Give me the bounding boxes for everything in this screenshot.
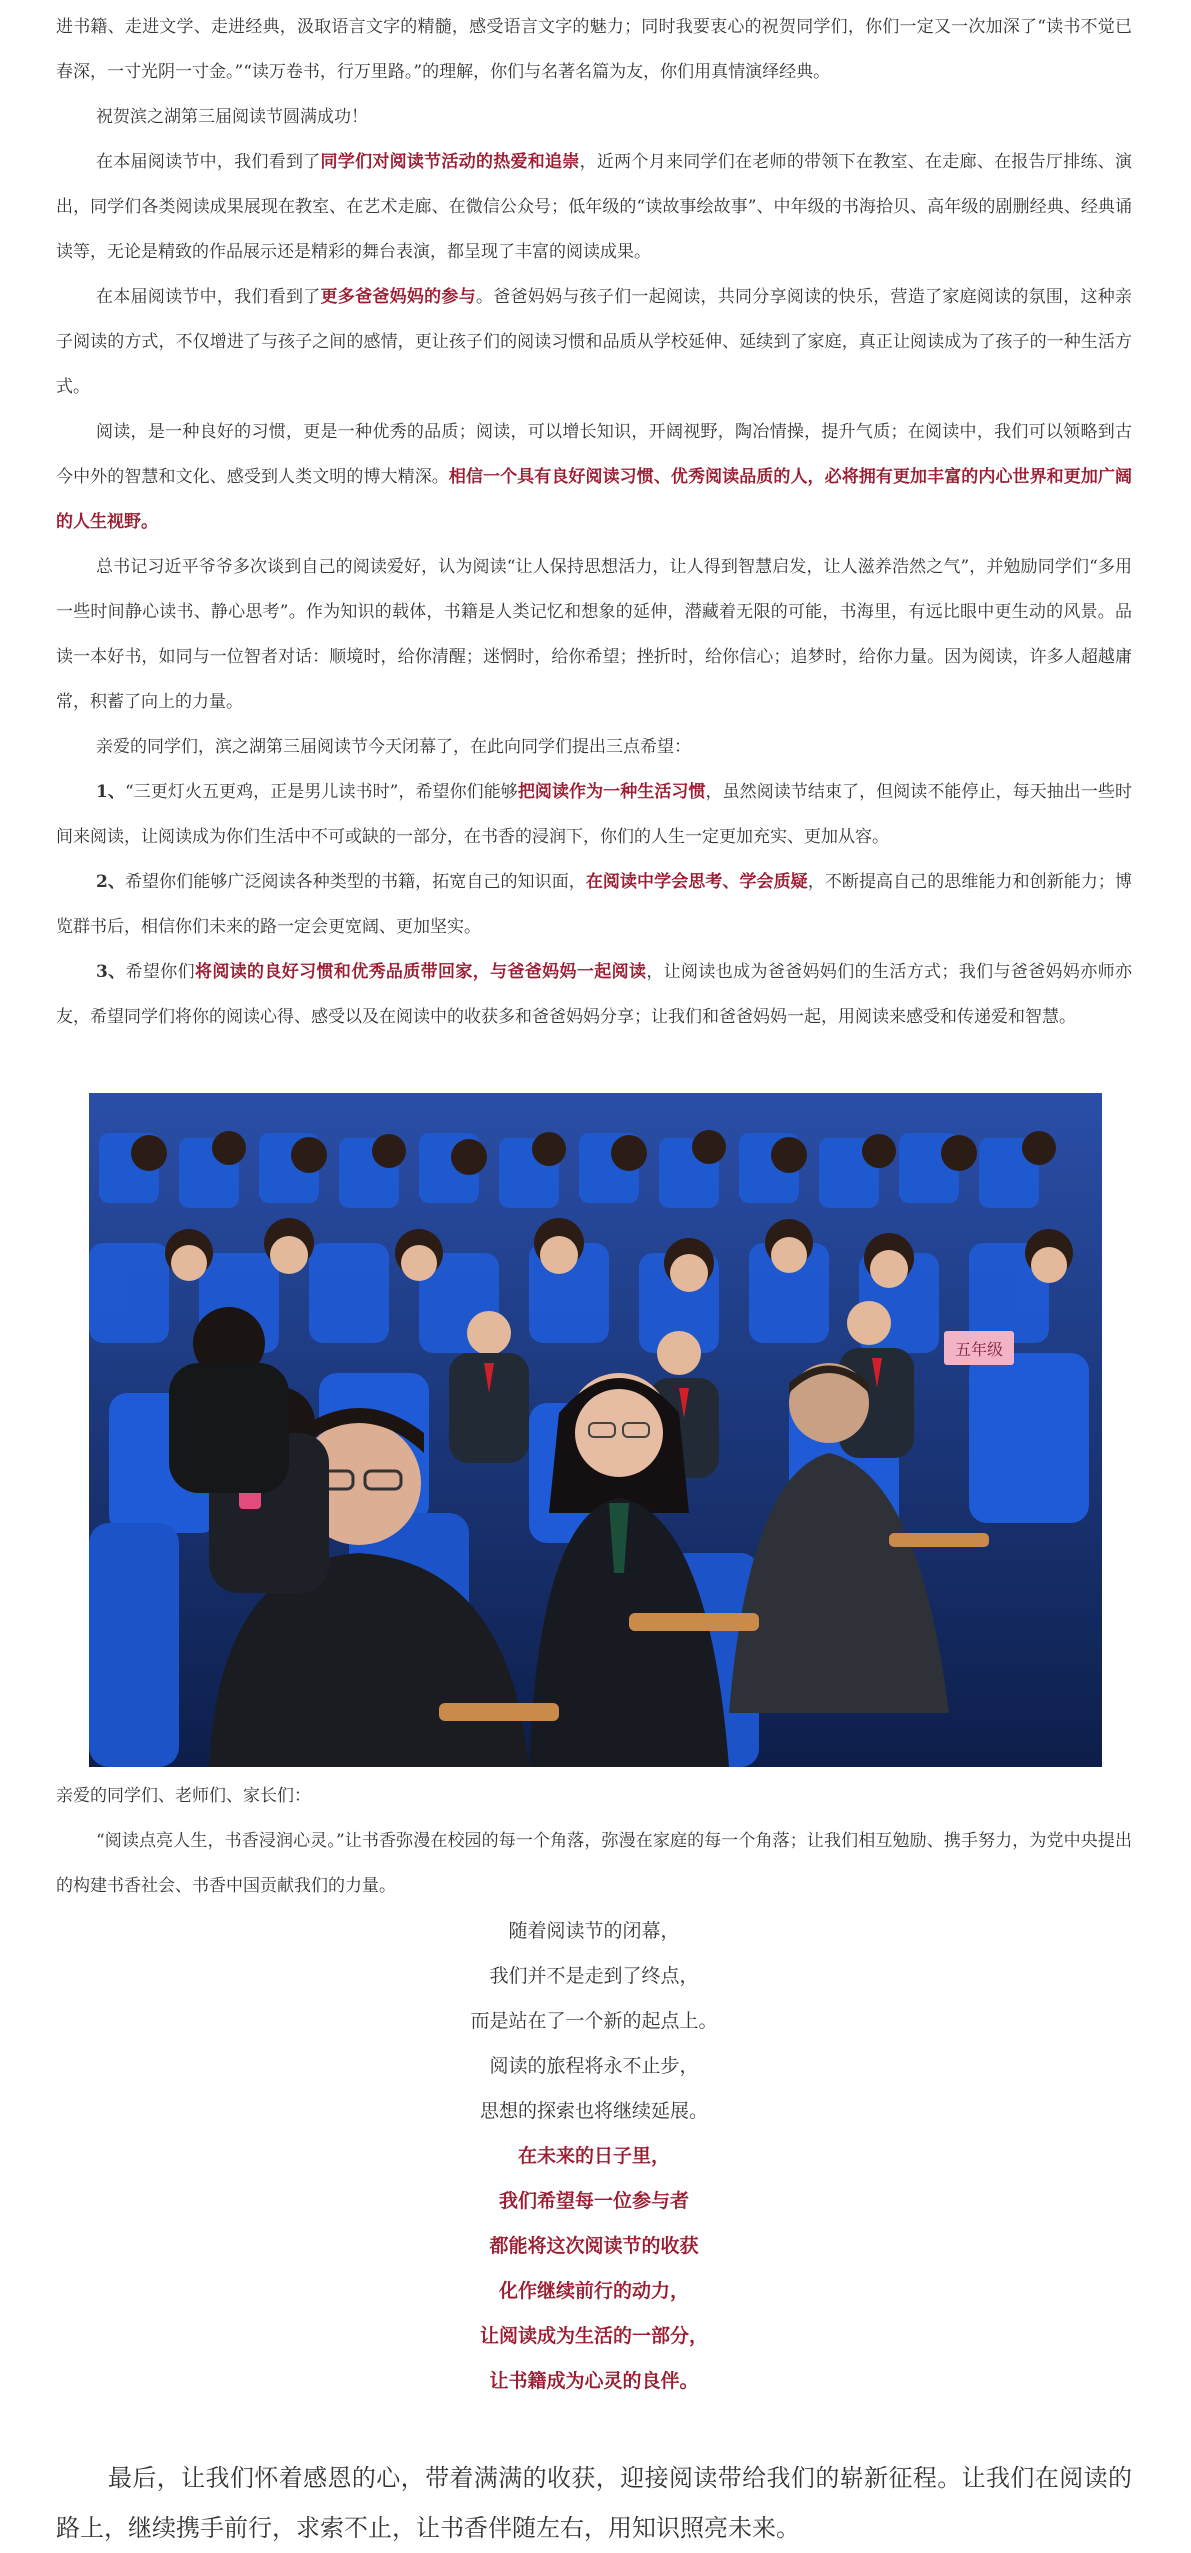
- poem-red: [56, 2134, 1132, 2404]
- highlight-parents: 更多爸爸妈妈的参与: [320, 287, 476, 307]
- poem-line-red: 让阅读成为生活的一部分，: [479, 2325, 708, 2347]
- hope-item-1: 1、“三更灯火五更鸡，正是男儿读书时”，希望你们能够把阅读作为一种生活习惯，虽然阅读节结束了，但阅读不能停止，每天抽出一些时间来阅读，让阅读成为你们生活中不可或缺的一部分，在书香的浸润下，你们的人生一定更加充实、更加从容。: [56, 782, 1132, 847]
- article-body: [56, 0, 1132, 1040]
- poem-line-red: 我们希望每一位参与者: [498, 2190, 689, 2212]
- poem-line: 阅读的旅程将永不止步，: [489, 2055, 699, 2077]
- poem-black: [56, 1909, 1132, 2134]
- hope-item-3: 3、希望你们将阅读的良好习惯和优秀品质带回家，与爸爸妈妈一起阅读，让阅读也成为爸爸妈妈们的生活方式；我们与爸爸妈妈亦师亦友，希望同学们将你的阅读心得、感受以及在阅读中的收获多和爸爸妈妈分享；让我们和爸爸妈妈一起，用阅读来感受和传递爱和智慧。: [56, 962, 1132, 1027]
- poem-line-red: 让书籍成为心灵的良伴。: [489, 2370, 699, 2392]
- quote-paragraph: “阅读点亮人生，书香浸润心灵。”让书香弥漫在校园的每一个角落，弥漫在家庭的每一个角落；让我们相互勉励、携手努力，为党中央提出的构建书香社会、书香中国贡献我们的力量。: [56, 1831, 1132, 1896]
- paragraph-hopes-intro: 亲爱的同学们，滨之湖第三届阅读节今天闭幕了，在此向同学们提出三点希望：: [96, 737, 691, 757]
- poem-line: 思想的探索也将继续延展。: [479, 2100, 708, 2122]
- poem-line: 而是站在了一个新的起点上。: [470, 2010, 718, 2032]
- auditorium-photo: [89, 1093, 1102, 1767]
- poem-line-red: 在未来的日子里，: [517, 2145, 670, 2167]
- poem-line-red: 都能将这次阅读节的收获: [489, 2235, 699, 2257]
- closing-paragraph: 最后，让我们怀着感恩的心，带着满满的收获，迎接阅读带给我们的崭新征程。让我们在阅读的路上，继续携手前行，求索不止，让书香伴随左右，用知识照亮未来。: [56, 2464, 1132, 2542]
- paragraph-reading: 阅读，是一种良好的习惯，更是一种优秀的品质；阅读，可以增长知识，开阔视野，陶冶情操，提升气质；在阅读中，我们可以领略到古今中外的智慧和文化、感受到人类文明的博大精深。相信一个具有良好阅读习惯、优秀阅读品质的人，必将拥有更加丰富的内心世界和更加广阔的人生视野。: [56, 422, 1133, 532]
- poem-line: 我们并不是走到了终点，: [489, 1965, 699, 1987]
- highlight-reading: 相信一个具有良好阅读习惯、优秀阅读品质的人，必将拥有更加丰富的内心世界和更加广阔的人生视野。: [56, 467, 1133, 532]
- paragraph-parents: 在本届阅读节中，我们看到了更多爸爸妈妈的参与。爸爸妈妈与孩子们一起阅读，共同分享阅读的快乐，营造了家庭阅读的氛围，这种亲子阅读的方式，不仅增进了与孩子之间的感情，更让孩子们的阅读习惯和品质从学校延伸、延续到了家庭，真正让阅读成为了孩子的一种生活方式。: [56, 287, 1133, 397]
- paragraph-xi: 总书记习近平爷爷多次谈到自己的阅读爱好，认为阅读“让人保持思想活力，让人得到智慧启发，让人滋养浩然之气”，并勉励同学们“多用一些时间静心读书、静心思考”。作为知识的载体，书籍是人类记忆和想象的延伸，潜藏着无限的可能，书海里，有远比眼中更生动的风景。品读一本好书，如同与一位智者对话：顺境时，给你清醒；迷惘时，给你希望；挫折时，给你信心；追梦时，给你力量。因为阅读，许多人超越庸常，积蓄了向上的力量。: [56, 557, 1132, 712]
- paragraph-congrats: 祝贺滨之湖第三届阅读节圆满成功！: [96, 107, 368, 127]
- greeting: 亲爱的同学们、老师们、家长们：: [56, 1786, 311, 1806]
- poem-line-red: 化作继续前行的动力，: [498, 2280, 689, 2302]
- closing-section: [56, 1774, 1132, 2404]
- poem-line: 随着阅读节的闭幕，: [508, 1920, 680, 1942]
- hope-item-2: 2、希望你们能够广泛阅读各种类型的书籍，拓宽自己的知识面，在阅读中学会思考、学会质疑，不断提高自己的思维能力和创新能力；博览群书后，相信你们未来的路一定会更宽阔、更加坚实。: [56, 872, 1132, 937]
- paragraph-students: 在本届阅读节中，我们看到了同学们对阅读节活动的热爱和追崇，近两个月来同学们在老师的带领下在教室、在走廊、在报告厅排练、演出，同学们各类阅读成果展现在教室、在艺术走廊、在微信公众号；低年级的“读故事绘故事”、中年级的书海拾贝、高年级的剧删经典、经典诵读等，无论是精致的作品展示还是精彩的舞台表演，都呈现了丰富的阅读成果。: [56, 152, 1133, 262]
- highlight-students: 同学们对阅读节活动的热爱和追崇: [320, 152, 580, 172]
- photo-sign: 五年级: [954, 1340, 1004, 1359]
- paragraph-intro: 进书籍、走进文学、走进经典，汲取语言文字的精髓，感受语言文字的魅力；同时我要衷心的祝贺同学们，你们一定又一次加深了“读书不觉已春深，一寸光阴一寸金。”“读万卷书，行万里路。”的理解，你们与名著名篇为友，你们用真情演绎经典。: [56, 17, 1132, 82]
- auditorium-photo-illustration: [89, 1093, 1102, 1767]
